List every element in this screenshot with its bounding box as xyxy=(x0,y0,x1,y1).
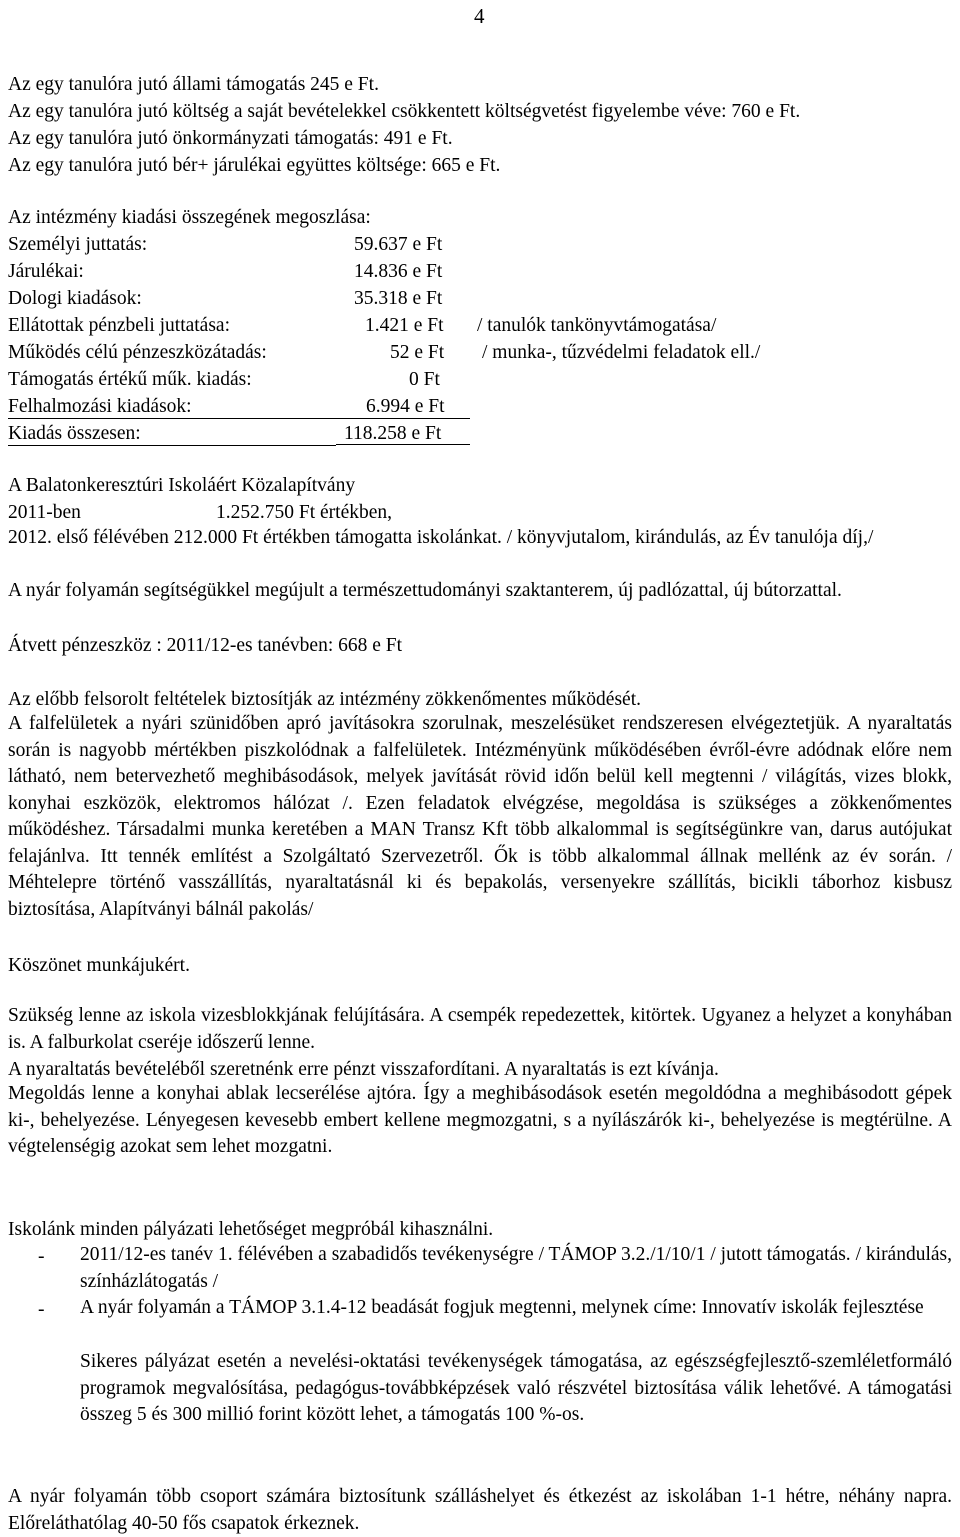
paragraph-renovation: Szükség lenne az iskola vizesblokkjának felújítására. A csempék repedezettek, kitörtek. Ugyanez a helyzet a konyhában is. A falburkolat cseréje időszerű lenne. xyxy=(8,1005,952,1053)
transferred-funds: Átvett pénzeszköz : 2011/12-es tanévben: 668 e Ft xyxy=(8,635,403,656)
list-dash: - xyxy=(38,1246,45,1267)
year-2011-label: 2011-ben xyxy=(8,502,81,523)
list-item: 2011/12-es tanév 1. félévében a szabadidős tevékenységre / TÁMOP 3.2./1/10/1 / jutott támogatás. / kirándulás, színházlátogatás / xyxy=(80,1244,952,1292)
intro-line-2: Az egy tanulóra jutó költség a saját bevételekkel csökkentett költségvetést figyelembe véve: 760 e Ft. xyxy=(8,101,801,122)
expense-note: / munka-, tűzvédelmi feladatok ell./ xyxy=(482,342,761,363)
year-2012-text: 2012. első félévében 212.000 Ft értékben támogatta iskolánkat. / könyvjutalom, kirándulás, az Év tanulója díj,/ xyxy=(8,527,874,548)
expense-label-underlined: Felhalmozási kiadások: xyxy=(8,395,366,419)
expense-label: Dologi kiadások: xyxy=(8,288,142,309)
list-dash: - xyxy=(38,1299,45,1320)
foundation-title: A Balatonkeresztúri Iskoláért Közalapítvány xyxy=(8,475,356,496)
intro-line-4: Az egy tanulóra jutó bér+ járulékai együttes költsége: 665 e Ft. xyxy=(8,155,501,176)
list-item: A nyár folyamán a TÁMOP 3.1.4-12 beadását fogjuk megtenni, melynek címe: Innovatív iskolák fejlesztése xyxy=(80,1297,924,1318)
expense-label: Személyi juttatás: xyxy=(8,234,148,255)
expense-value: 52 e Ft xyxy=(390,342,445,363)
total-value: 118.258 e Ft xyxy=(336,422,470,445)
expense-value: 59.637 e Ft xyxy=(354,234,443,255)
intro-line-3: Az egy tanulóra jutó önkormányzati támogatás: 491 e Ft. xyxy=(8,128,453,149)
expense-label: Ellátottak pénzbeli juttatása: xyxy=(8,315,231,336)
list-item-detail: Sikeres pályázat esetén a nevelési-oktatási tevékenységek támogatása, az egészségfejlesztő-szemléletformáló programok megvalósítása, pedagógus-továbbképzések való részvétel biztosítása válik lehetővé. A támogatási összeg 5 és 300 millió forint között lehet, a támogatás 100 %-os. xyxy=(80,1351,952,1425)
expenses-heading: Az intézmény kiadási összegének megoszlása: xyxy=(8,207,371,228)
expense-label: Támogatás értékű műk. kiadás: xyxy=(8,369,252,390)
expense-value: 0 Ft xyxy=(409,369,440,390)
total-label: Kiadás összesen: xyxy=(8,422,336,446)
paragraph-accommodation: A nyár folyamán több csoport számára biztosítunk szálláshelyet és étkezést az iskolában 1-1 hétre, néhány napra. Előreláthatólag 40-50 fős csapatok érkeznek. xyxy=(8,1486,952,1534)
expense-value-underlined: 6.994 e Ft xyxy=(366,395,470,419)
expense-label: Járulékai: xyxy=(8,261,84,282)
paragraph-tenders: Iskolánk minden pályázati lehetőséget megpróbál kihasználni. xyxy=(8,1219,494,1240)
thanks-line: Köszönet munkájukért. xyxy=(8,955,190,976)
intro-line-1: Az egy tanulóra jutó állami támogatás 245 e Ft. xyxy=(8,74,379,95)
expense-value: 1.421 e Ft xyxy=(365,315,444,336)
expense-value: 14.836 e Ft xyxy=(354,261,443,282)
paragraph: A nyaraltatás bevételéből szeretnénk erre pénzt visszafordítani. A nyaraltatás is ezt kívánja. xyxy=(8,1059,719,1080)
summer-renovation: A nyár folyamán segítségükkel megújult a természettudományi szaktanterem, új padlózattal, új bútorzattal. xyxy=(8,580,842,601)
paragraph-kitchen: Megoldás lenne a konyhai ablak lecserélése ajtóra. Így a meghibásodások esetén megoldódna a meghibásodott gépek ki-, behelyezése. Lényegesen kevesebb embert kellene megmozgatni, s a nyílászárók ki-, behelyezése is megtérülne. A végtelenségig azokat sem lehet mozgatni. xyxy=(8,1083,952,1157)
page-number: 4 xyxy=(474,4,485,28)
expense-value: 35.318 e Ft xyxy=(354,288,443,309)
paragraph: Az előbb felsorolt feltételek biztosítják az intézmény zökkenőmentes működését. xyxy=(8,689,641,710)
expense-label: Működés célú pénzeszközátadás: xyxy=(8,342,267,363)
expense-note: / tanulók tankönyvtámogatása/ xyxy=(477,315,717,336)
year-2011-value: 1.252.750 Ft értékben, xyxy=(216,502,393,523)
paragraph-maintenance: A falfelületek a nyári szünidőben apró javításokra szorulnak, meszelésüket rendszeresen elvégeztetjük. A nyaraltatás során is nagyobb mértékben piszkolódnak a falfelületek. Intézményünk működésében évről-évre adódnak előre nem látható, nem betervezhető meghibásodások, melyek javítását rövid időn belül kell megtenni / világítás, vizes blokk, konyhai eszközök, elektromos hálózat /. Ezen feladatok elvégzése, megoldása is szükséges a zökkenőmentes működéshez. Társadalmi munka keretében a MAN Transz Kft több alkalommal is segítségünkre van, darus autójukat felajánlva. Itt tennék említést a Szolgáltató Szervezetről. Ők is több alkalommal állnak mellénk az év során. / Méhtelepre történő vasszállítás, nyaraltatásnál ki és bepakolás, versenyekre szállítás, bicikli táborhoz kisbusz biztosítása, Alapítványi bálnál pakolás/ xyxy=(8,713,952,920)
